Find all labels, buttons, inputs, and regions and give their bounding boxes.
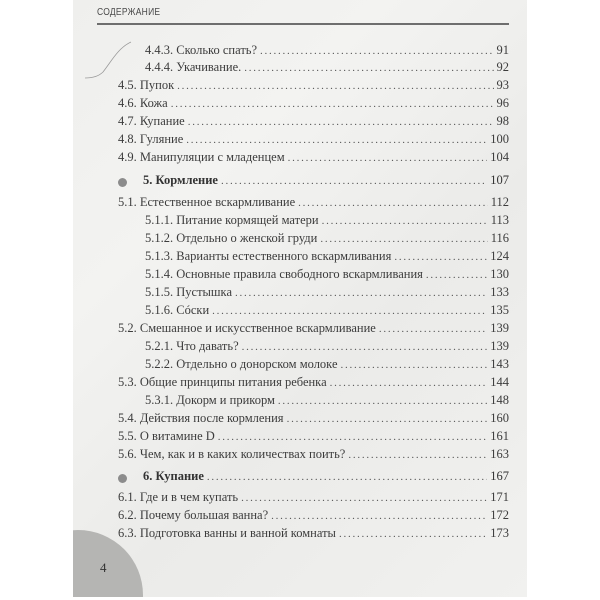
toc-entry[interactable] [118, 411, 509, 429]
leader-dots [298, 197, 488, 209]
leader-dots [394, 251, 487, 263]
toc-entry-label: 5.3.1. Докорм и прикорм [145, 393, 275, 407]
leader-dots [235, 287, 487, 299]
toc-entry[interactable] [145, 213, 509, 231]
toc-entry-page: 148 [490, 393, 509, 407]
toc-entry-label: 4.8. Гуляние [118, 132, 184, 146]
toc-entry-page: 116 [490, 231, 509, 245]
header-rule [97, 23, 509, 25]
toc-entry[interactable] [118, 150, 509, 168]
toc-entry-page: 124 [490, 249, 509, 263]
toc-entry-label: 5. Кормление [143, 173, 218, 187]
leader-dots [177, 80, 493, 92]
toc-entry[interactable] [118, 375, 509, 393]
toc-entry-page: 167 [490, 469, 509, 483]
leader-dots [348, 449, 487, 461]
leader-dots [339, 528, 487, 540]
toc-entry-page: 96 [496, 96, 509, 110]
toc-entry[interactable] [118, 195, 509, 213]
toc-entry-page: 135 [490, 303, 509, 317]
toc-entry-page: 143 [490, 357, 509, 371]
leader-dots [207, 471, 487, 483]
toc-entry[interactable] [118, 321, 509, 339]
toc-entry-page: 107 [490, 173, 509, 187]
toc-entry[interactable] [118, 508, 509, 526]
leader-dots [288, 152, 488, 164]
toc-entry-label: 5.1. Естественное вскармливание [118, 195, 296, 209]
leader-dots [320, 233, 487, 245]
toc-entry-label: 5.1.1. Питание кормящей матери [145, 213, 319, 227]
toc-entry[interactable] [145, 285, 509, 303]
leader-dots [341, 359, 488, 371]
toc-entry[interactable] [118, 429, 509, 447]
leader-dots [244, 62, 493, 74]
toc-entry-page: 171 [490, 490, 509, 504]
toc-entry-label: 4.4.4. Укачивание. [145, 60, 242, 74]
toc-entry-page: 130 [490, 267, 509, 281]
toc-entry[interactable] [145, 303, 509, 321]
toc-entry[interactable] [118, 526, 509, 544]
toc-entry-label: 6. Купание [143, 469, 204, 483]
toc-entry-label: 5.2.1. Что давать? [145, 339, 239, 353]
toc-entry[interactable] [118, 447, 509, 465]
toc-entry[interactable] [145, 339, 509, 357]
leader-dots [287, 413, 488, 425]
toc-entry-page: 144 [490, 375, 509, 389]
toc-entry-page: 113 [490, 213, 509, 227]
toc-entry[interactable] [145, 231, 509, 249]
toc-entry-label: 5.1.3. Варианты естественного вскармливания [145, 249, 392, 263]
leader-dots [212, 305, 487, 317]
leader-dots [379, 323, 487, 335]
leader-dots [322, 215, 488, 227]
toc-entry[interactable] [118, 96, 509, 114]
leader-dots [171, 98, 494, 110]
toc-entry-label: 4.5. Пупок [118, 78, 175, 92]
toc-entry[interactable] [145, 393, 509, 411]
toc-entry[interactable] [145, 60, 509, 78]
leader-dots [330, 377, 488, 389]
toc-entry[interactable] [118, 78, 509, 96]
toc-chapter-entry[interactable] [143, 469, 509, 487]
toc-entry-page: 160 [490, 411, 509, 425]
toc-entry[interactable] [145, 43, 509, 61]
toc-entry-label: 6.2. Почему большая ванна? [118, 508, 269, 522]
toc-entry[interactable] [145, 357, 509, 375]
leader-dots [242, 341, 488, 353]
leader-dots [426, 269, 487, 281]
toc-entry-page: 163 [490, 447, 509, 461]
toc-entry-label: 5.1.6. Сóски [145, 303, 210, 317]
leader-dots [260, 45, 493, 57]
toc-entry-page: 112 [490, 195, 509, 209]
leader-dots [186, 134, 487, 146]
toc-entry[interactable] [118, 490, 509, 508]
toc-entry-label: 4.7. Купание [118, 114, 185, 128]
leader-dots [221, 175, 487, 187]
toc-entry-label: 5.5. О витамине D [118, 429, 215, 443]
toc-entry-page: 139 [490, 321, 509, 335]
leader-dots [218, 431, 487, 443]
toc-entry-label: 4.9. Манипуляции с младенцем [118, 150, 285, 164]
running-head: СОДЕРЖАНИЕ [97, 7, 161, 18]
toc-entry[interactable] [145, 249, 509, 267]
toc-entry-label: 6.3. Подготовка ванны и ванной комнаты [118, 526, 336, 540]
toc-entry-label: 5.6. Чем, как и в каких количествах поить? [118, 447, 346, 461]
toc-entry[interactable] [145, 267, 509, 285]
toc-entry-page: 161 [490, 429, 509, 443]
toc-entry-label: 5.1.4. Основные правила свободного вскармливания [145, 267, 423, 281]
pencil-mark-decoration [73, 40, 133, 80]
toc-entry-page: 93 [496, 78, 509, 92]
leader-dots [271, 510, 487, 522]
toc-entry-label: 5.2. Смешанное и искусственное вскармливание [118, 321, 376, 335]
toc-entry-label: 5.2.2. Отдельно о донорском молоке [145, 357, 338, 371]
toc-entry-label: 4.4.3. Сколько спать? [145, 43, 258, 57]
toc-entry-page: 173 [490, 526, 509, 540]
toc-entry-page: 100 [490, 132, 509, 146]
toc-entry-label: 6.1. Где и в чем купать [118, 490, 239, 504]
book-page [73, 0, 527, 597]
toc-entry-page: 133 [490, 285, 509, 299]
toc-entry-page: 91 [496, 43, 509, 57]
toc-entry-page: 98 [496, 114, 509, 128]
toc-entry-page: 139 [490, 339, 509, 353]
leader-dots [241, 492, 487, 504]
toc-chapter-entry[interactable] [143, 173, 509, 191]
leader-dots [188, 116, 494, 128]
toc-entry[interactable] [118, 132, 509, 150]
toc-entry-label: 5.4. Действия после кормления [118, 411, 284, 425]
toc-entry-label: 5.1.2. Отдельно о женской груди [145, 231, 318, 245]
toc-entry-page: 172 [490, 508, 509, 522]
page-number: 4 [100, 560, 107, 575]
chapter-bullet-icon [118, 474, 127, 483]
toc-entry-label: 4.6. Кожа [118, 96, 168, 110]
toc-entry-label: 5.3. Общие принципы питания ребенка [118, 375, 327, 389]
toc-entry[interactable] [118, 114, 509, 132]
toc-entry-page: 104 [490, 150, 509, 164]
toc-entry-label: 5.1.5. Пустышка [145, 285, 232, 299]
chapter-bullet-icon [118, 178, 127, 187]
leader-dots [278, 395, 487, 407]
toc-entry-page: 92 [496, 60, 509, 74]
